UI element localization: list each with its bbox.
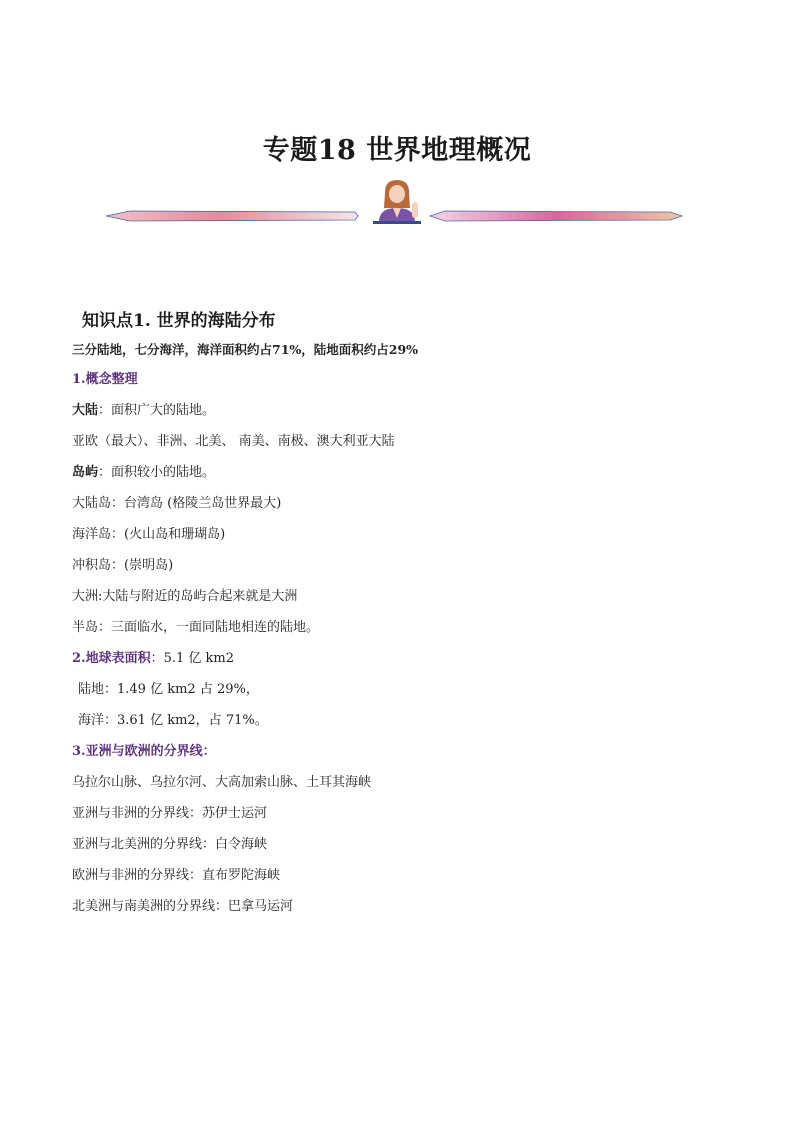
teacher-figure-icon [373, 180, 421, 224]
title-decoration [100, 176, 690, 230]
content-body [72, 306, 722, 922]
list-item: 大洲:大陆与附近的岛屿合起来就是大洲 [72, 589, 298, 604]
concept-heading: 1.概念整理 [72, 372, 138, 387]
list-item: 大陆：面积广大的陆地。 [72, 403, 216, 418]
list-item: 乌拉尔山脉、乌拉尔河、大高加索山脉、土耳其海峡 [72, 775, 372, 790]
boundary-heading: 3.亚洲与欧洲的分界线： [72, 744, 216, 759]
left-ribbon-bar [106, 211, 358, 221]
list-item: 欧洲与非洲的分界线：直布罗陀海峡 [72, 868, 281, 883]
page-title: 专题18 世界地理概况 [262, 135, 532, 166]
section-summary: 三分陆地，七分海洋，海洋面积约占71%，陆地面积约占29% [72, 342, 419, 357]
list-item: 岛屿：面积较小的陆地。 [72, 465, 216, 480]
list-item: 冲积岛：(崇明岛) [72, 558, 174, 573]
list-item: 半岛：三面临水，一面同陆地相连的陆地。 [72, 620, 320, 635]
list-item: 亚洲与非洲的分界线：苏伊士运河 [72, 806, 268, 821]
list-item: 大陆岛：台湾岛 (格陵兰岛世界最大) [72, 496, 282, 511]
right-ribbon-bar [430, 211, 682, 221]
list-item: 北美洲与南美洲的分界线：巴拿马运河 [72, 899, 294, 914]
area-heading: 2.地球表面积：5.1 亿 km2 [72, 651, 234, 666]
list-item: 陆地：1.49 亿 km2 占 29%， [78, 682, 259, 697]
list-item: 海洋：3.61 亿 km2，占 71%。 [78, 713, 268, 728]
list-item: 亚洲与北美洲的分界线：白令海峡 [72, 837, 268, 852]
list-item: 海洋岛：(火山岛和珊瑚岛) [72, 527, 226, 542]
section-title: 知识点1. 世界的海陆分布 [82, 311, 276, 331]
list-item: 亚欧（最大）、非洲、北美、 南美、南极、澳大利亚大陆 [72, 434, 395, 449]
